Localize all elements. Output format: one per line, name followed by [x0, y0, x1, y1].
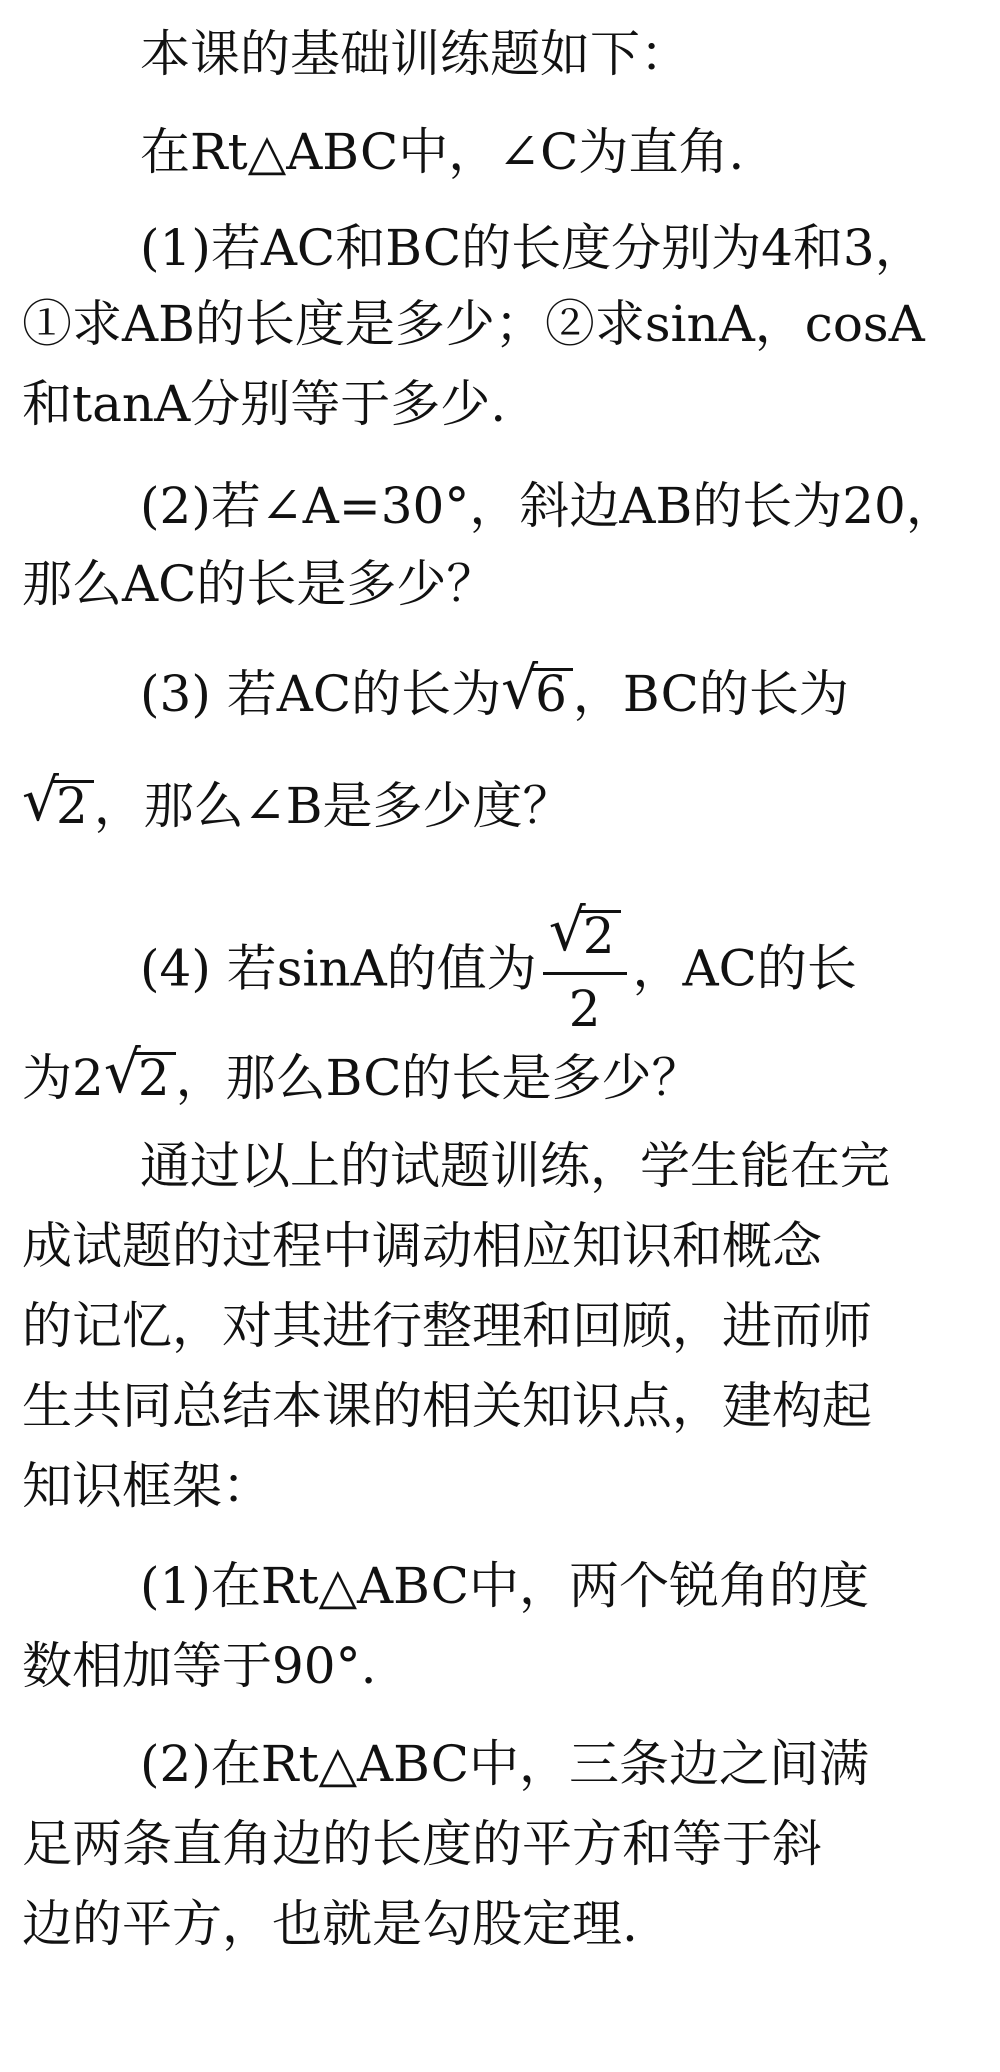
fraction-denominator: 2: [568, 980, 601, 1038]
summary-paragraph-line-4: 生共同总结本课的相关知识点，建构起: [22, 1377, 872, 1435]
summary-paragraph-line-1: 通过以上的试题训练，学生能在完: [140, 1137, 890, 1195]
question-1-line-3: 和tanA分别等于多少.: [22, 375, 507, 433]
radical-bar: [579, 910, 621, 913]
radical-bar: [52, 780, 94, 783]
sqrt-expression: [548, 896, 615, 966]
question-4-line-2: [22, 1038, 702, 1108]
text-segment: ，AC的长: [632, 939, 857, 998]
knowledge-point-2-line-3: 边的平方，也就是勾股定理.: [22, 1895, 638, 1953]
sqrt-expression: [22, 766, 88, 836]
summary-paragraph-line-2: 成试题的过程中调动相应知识和概念: [22, 1217, 822, 1275]
text-segment: ，那么BC的长是多少？: [175, 1049, 702, 1107]
question-3-line-2: [22, 766, 573, 836]
radicand: 2: [582, 907, 615, 965]
sqrt-expression: [103, 1038, 170, 1108]
radical-sign: √: [501, 654, 539, 722]
radical-sign: √: [103, 1038, 141, 1106]
radicand: 2: [137, 1049, 170, 1107]
radical-bar: [134, 1052, 176, 1055]
radicand: 6: [535, 665, 567, 723]
summary-paragraph-line-3: 的记忆，对其进行整理和回顾，进而师: [22, 1297, 872, 1355]
knowledge-point-1-line-2: 数相加等于90°.: [22, 1637, 377, 1695]
question-1-line-2: ①求AB的长度是多少；②求sinA，cosA: [22, 295, 925, 353]
text-segment: ，那么∠B是多少度？: [93, 777, 573, 835]
text-segment: (4) 若sinA的值为: [140, 939, 537, 998]
knowledge-point-2-line-2: 足两条直角边的长度的平方和等于斜: [22, 1815, 822, 1873]
radical-sign: √: [548, 896, 586, 964]
problem-premise: 在Rt△ABC中，∠C为直角.: [140, 123, 745, 181]
question-3-line-1: [140, 654, 849, 724]
sqrt-expression: [501, 654, 567, 724]
text-segment: (3) 若AC的长为: [140, 665, 502, 723]
summary-paragraph-line-5: 知识框架：: [22, 1457, 272, 1515]
question-4-line-1: [140, 896, 857, 1039]
knowledge-point-1-line-1: (1)在Rt△ABC中，两个锐角的度: [140, 1557, 870, 1615]
radicand: 2: [56, 777, 88, 835]
text-segment: 为2: [22, 1049, 104, 1107]
fraction-numerator: [543, 896, 627, 975]
question-1-line-1: (1)若AC和BC的长度分别为4和3，: [140, 219, 925, 277]
fraction: [543, 896, 627, 1039]
question-2-line-1: (2)若∠A=30°，斜边AB的长为20，: [140, 477, 956, 535]
intro-line: 本课的基础训练题如下：: [140, 25, 690, 83]
radical-bar: [531, 668, 573, 671]
text-segment: ，BC的长为: [572, 665, 849, 723]
question-2-line-2: 那么AC的长是多少？: [22, 555, 497, 613]
knowledge-point-2-line-1: (2)在Rt△ABC中，三条边之间满: [140, 1735, 870, 1793]
radical-sign: √: [22, 766, 59, 834]
